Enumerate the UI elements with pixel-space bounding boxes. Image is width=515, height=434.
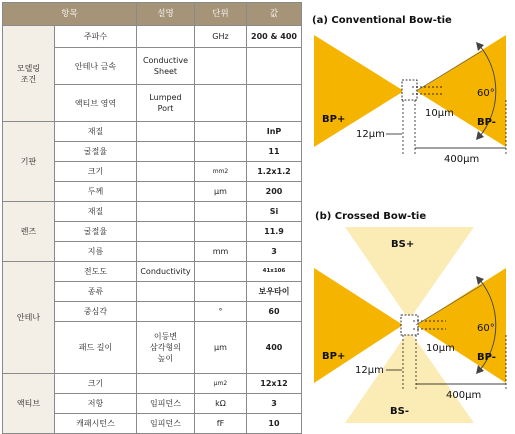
- row-desc: [137, 142, 195, 162]
- length-label: 400μm: [446, 390, 482, 401]
- row-value: 11.9: [247, 222, 302, 242]
- bp-plus-label: BP+: [322, 351, 346, 362]
- row-value: 3: [247, 394, 302, 414]
- row-desc: [137, 26, 195, 48]
- row-desc: [137, 302, 195, 322]
- row-desc: [137, 122, 195, 142]
- row-desc: 임피던스: [137, 414, 195, 434]
- table-row: [3, 122, 302, 142]
- row-desc: [137, 222, 195, 242]
- header-unit: 단위: [195, 3, 247, 26]
- row-item: 캐패시턴스: [55, 414, 137, 434]
- bp-plus-label: BP+: [322, 114, 346, 125]
- row-value: 200 & 400: [247, 26, 302, 48]
- row-desc: Conductive Sheet: [137, 48, 195, 85]
- row-item: 안테나 금속: [55, 48, 137, 85]
- row-item: 굴절율: [55, 222, 137, 242]
- header-item: 항목: [3, 3, 137, 26]
- active-region-box: [402, 80, 417, 100]
- group-label-lens: 렌즈: [3, 202, 55, 262]
- row-item: 지름: [55, 242, 137, 262]
- row-unit: [195, 85, 247, 122]
- row-unit: [195, 222, 247, 242]
- group-label-antenna: 안테나: [3, 262, 55, 374]
- diagram-b-title: (b) Crossed Bow-tie: [315, 211, 427, 222]
- row-item: 굴절율: [55, 142, 137, 162]
- row-value: 1.2x1.2: [247, 162, 302, 182]
- bs-plus-label: BS+: [391, 239, 415, 250]
- bp-minus-label: BP-: [477, 352, 496, 363]
- row-unit: μm2: [195, 374, 247, 394]
- diagram-conventional-bowtie: [312, 15, 506, 165]
- row-desc: [137, 162, 195, 182]
- parameter-table: [2, 2, 302, 434]
- angle-label: 60°: [477, 88, 495, 99]
- row-desc: Conductivity: [137, 262, 195, 282]
- row-value: 보우타이: [247, 282, 302, 302]
- table-row: [3, 202, 302, 222]
- row-desc: Lumped Port: [137, 85, 195, 122]
- row-desc: 이등변 삼각형의 높이: [137, 322, 195, 374]
- row-desc: [137, 242, 195, 262]
- length-label: 400μm: [444, 154, 480, 165]
- header-value: 값: [247, 3, 302, 26]
- row-value: 41x106: [247, 262, 302, 282]
- row-item: 주파수: [55, 26, 137, 48]
- bs-minus-label: BS-: [390, 406, 409, 417]
- pad-width-label: 12μm: [356, 129, 385, 140]
- diagram-a-title: (a) Conventional Bow-tie: [312, 15, 452, 26]
- row-unit: kΩ: [195, 394, 247, 414]
- bowtie-diagrams: [304, 0, 515, 433]
- row-unit: μm: [195, 322, 247, 374]
- header-description: 설명: [137, 3, 195, 26]
- row-item: 재질: [55, 202, 137, 222]
- row-unit: [195, 142, 247, 162]
- row-item: 두께: [55, 182, 137, 202]
- row-unit: fF: [195, 414, 247, 434]
- row-value: 60: [247, 302, 302, 322]
- row-unit: GHz: [195, 26, 247, 48]
- row-value: [247, 85, 302, 122]
- row-desc: [137, 202, 195, 222]
- row-item: 패드 길이: [55, 322, 137, 374]
- row-unit: [195, 48, 247, 85]
- gap-label: 10μm: [425, 108, 454, 119]
- row-item: 중심각: [55, 302, 137, 322]
- row-desc: [137, 282, 195, 302]
- row-value: 400: [247, 322, 302, 374]
- table-row: [3, 26, 302, 48]
- row-desc: [137, 182, 195, 202]
- diagram-crossed-bowtie: [314, 211, 506, 423]
- row-value: Si: [247, 202, 302, 222]
- row-item: 액티브 영역: [55, 85, 137, 122]
- row-unit: [195, 202, 247, 222]
- active-region-box: [401, 315, 418, 335]
- row-unit: mm2: [195, 162, 247, 182]
- row-value: 10: [247, 414, 302, 434]
- row-value: 12x12: [247, 374, 302, 394]
- row-value: [247, 48, 302, 85]
- row-value: InP: [247, 122, 302, 142]
- gap-label: 10μm: [426, 343, 455, 354]
- row-value: 11: [247, 142, 302, 162]
- table-row: [3, 374, 302, 394]
- row-value: 200: [247, 182, 302, 202]
- row-unit: μm: [195, 182, 247, 202]
- row-item: 저항: [55, 394, 137, 414]
- row-unit: °: [195, 302, 247, 322]
- group-label-substrate: 기판: [3, 122, 55, 202]
- pad-width-label: 12μm: [355, 365, 384, 376]
- row-item: 크기: [55, 374, 137, 394]
- row-desc: [137, 374, 195, 394]
- row-value: 3: [247, 242, 302, 262]
- row-item: 재질: [55, 122, 137, 142]
- group-label-active: 액티브: [3, 374, 55, 434]
- row-item: 크기: [55, 162, 137, 182]
- table-header-row: [3, 3, 302, 26]
- angle-label: 60°: [477, 323, 495, 334]
- table-row: [3, 262, 302, 282]
- row-item: 종류: [55, 282, 137, 302]
- row-unit: [195, 122, 247, 142]
- row-unit: [195, 282, 247, 302]
- row-desc: 임피던스: [137, 394, 195, 414]
- row-unit: [195, 262, 247, 282]
- group-label-modeling: 모델링 조건: [3, 26, 55, 122]
- row-unit: mm: [195, 242, 247, 262]
- bp-minus-label: BP-: [477, 117, 496, 128]
- row-item: 전도도: [55, 262, 137, 282]
